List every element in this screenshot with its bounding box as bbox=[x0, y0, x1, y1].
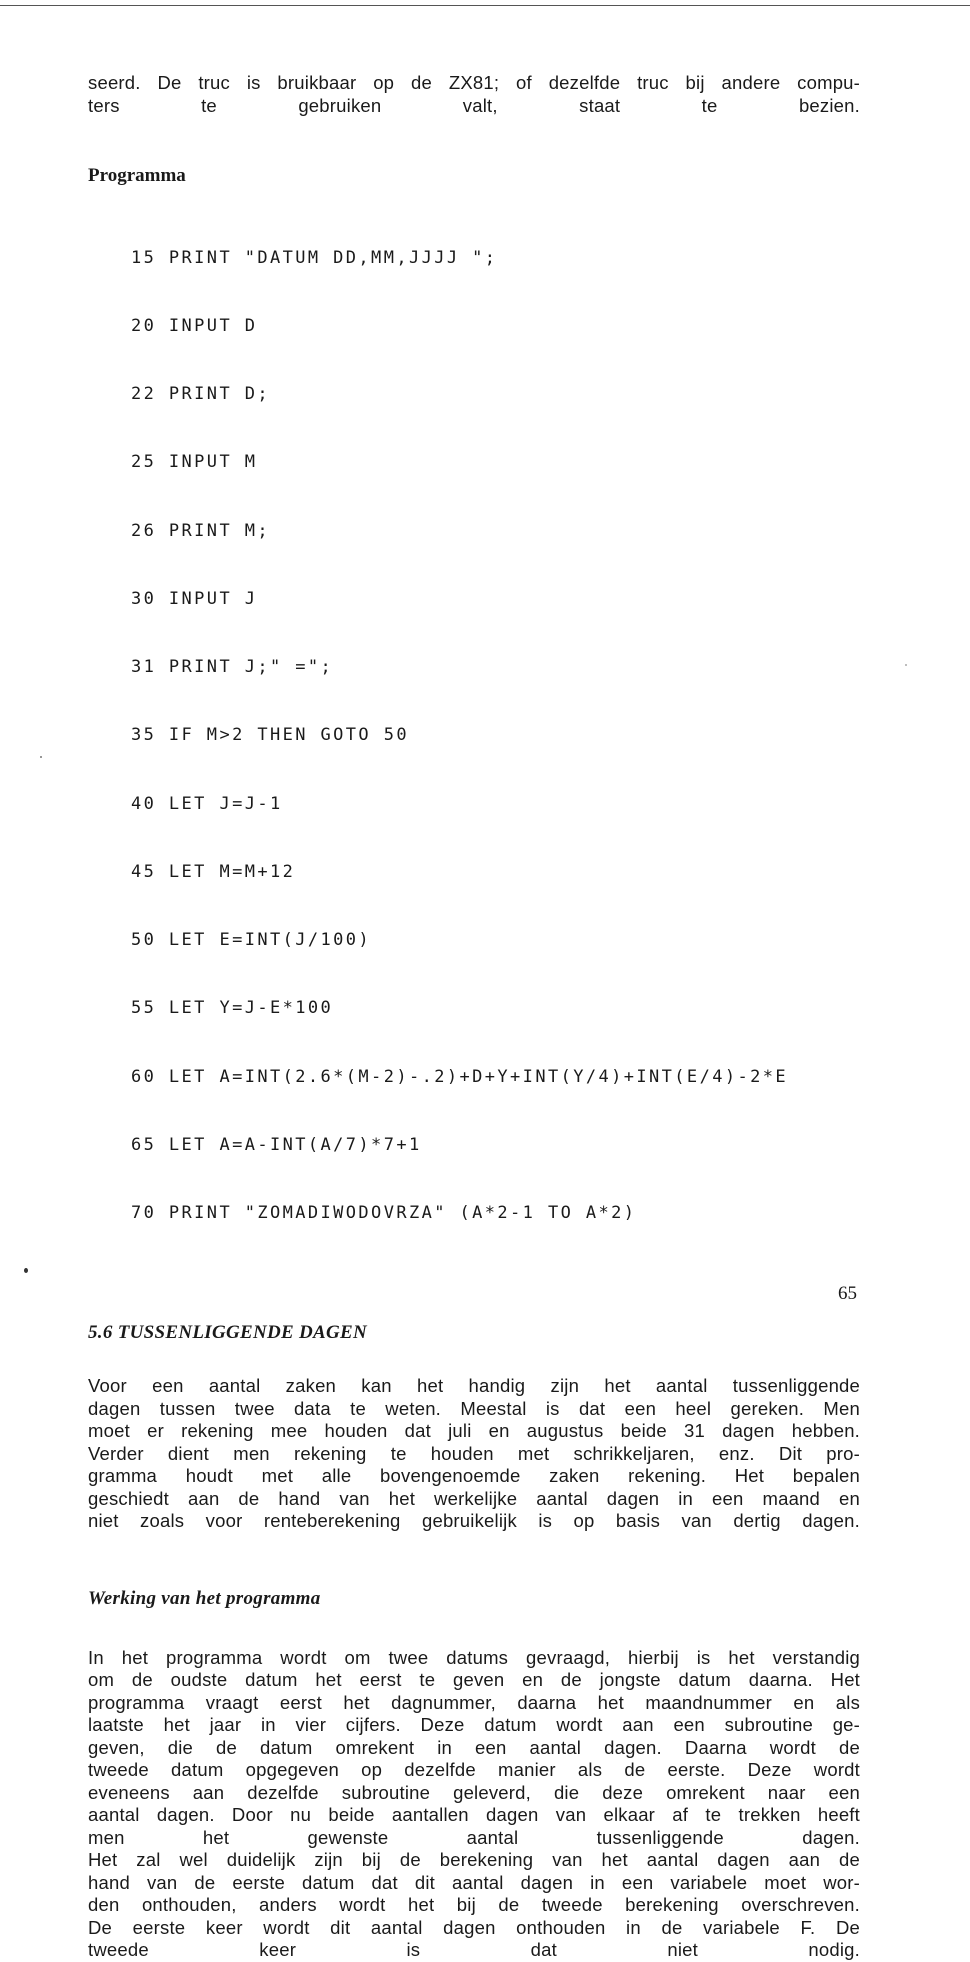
code-line: 60 LET A=INT(2.6*(M-2)-.2)+D+Y+INT(Y/4)+INT(E/4)-2*E bbox=[131, 1066, 789, 1087]
code-line: 65 LET A=A-INT(A/7)*7+1 bbox=[131, 1134, 422, 1155]
text-line: eveneens aan dezelfde subroutine geleverd, die deze omrekent naar een bbox=[88, 1781, 860, 1803]
code-line: 70 PRINT "ZOMADIWODOVRZA" (A*2-1 TO A*2) bbox=[131, 1203, 637, 1223]
werking-heading: Werking van het programma bbox=[88, 1587, 321, 1609]
text-line: om de oudste datum het eerst te geven en de jongste datum daarna. Het bbox=[88, 1669, 861, 1691]
text-line: moet er rekening mee houden dat juli en augustus beide 31 dagen hebben. bbox=[88, 1420, 861, 1442]
text-line: In het programma wordt om twee datums gevraagd, hierbij is het verstandig bbox=[88, 1646, 861, 1668]
top-rule bbox=[0, 5, 970, 6]
code-line: 40 LET J=J-1 bbox=[131, 793, 283, 814]
text-line: programma vraagt eerst het dagnummer, daarna het maandnummer en als bbox=[88, 1691, 861, 1713]
code-line: 22 PRINT D; bbox=[131, 384, 270, 404]
text-line: Het zal wel duidelijk zijn bij de berekening van het aantal dagen aan de bbox=[88, 1849, 861, 1871]
text-line: ters te gebruiken valt, staat te bezien. bbox=[88, 94, 860, 116]
text-line: tweede keer is dat niet nodig. bbox=[88, 1939, 860, 1961]
intro-paragraph bbox=[88, 72, 860, 117]
text-line: De eerste keer wordt dit aantal dagen onthouden in de variabele F. De bbox=[88, 1916, 860, 1938]
scan-speck bbox=[24, 1268, 28, 1273]
code-line: 26 PRINT M; bbox=[131, 520, 270, 541]
code-line: 20 INPUT D bbox=[131, 315, 258, 336]
scan-speck bbox=[905, 664, 907, 666]
code-line: 31 PRINT J;" ="; bbox=[131, 657, 334, 677]
scan-speck bbox=[40, 756, 42, 758]
text-line: geven, die de datum omrekent in een aantal dagen. Daarna wordt de bbox=[88, 1736, 860, 1758]
code-line: 45 LET M=M+12 bbox=[131, 861, 296, 882]
page-number: 65 bbox=[838, 1283, 857, 1304]
code-line: 50 LET E=INT(J/100) bbox=[131, 930, 372, 950]
page-content bbox=[88, 72, 860, 1962]
text-line: laatste het jaar in vier cijfers. Deze datum wordt aan een subroutine ge- bbox=[88, 1714, 861, 1736]
text-line: dagen tussen twee data te weten. Meestal is dat een heel gereken. Men bbox=[88, 1397, 861, 1419]
text-line: den onthouden, anders wordt het bij de tweede berekening overschreven. bbox=[88, 1894, 860, 1916]
werking-paragraph bbox=[88, 1647, 860, 1962]
code-line: 55 LET Y=J-E*100 bbox=[131, 998, 334, 1019]
section-paragraph bbox=[88, 1375, 860, 1533]
text-line: tweede datum opgegeven op dezelfde manier als de eerste. Deze wordt bbox=[88, 1759, 861, 1781]
text-line: Voor een aantal zaken kan het handig zijn het aantal tussenliggende bbox=[88, 1375, 861, 1397]
text-line: Verder dient men rekening te houden met schrikkeljaren, enz. Dit pro- bbox=[88, 1442, 860, 1464]
code-line: 15 PRINT "DATUM DD,MM,JJJJ "; bbox=[131, 247, 498, 268]
program-heading: Programma bbox=[88, 165, 186, 186]
text-line: niet zoals voor renteberekening gebruikelijk is op basis van dertig dagen. bbox=[88, 1510, 860, 1532]
code-listing bbox=[88, 201, 860, 1270]
text-line: geschiedt aan de hand van het werkelijke aantal dagen in een maand en bbox=[88, 1487, 860, 1509]
code-line: 30 INPUT J bbox=[131, 588, 258, 609]
text-line: gramma houdt met alle bovengenoemde zaken rekening. Het bepalen bbox=[88, 1465, 861, 1487]
text-line: seerd. De truc is bruikbaar op de ZX81; of dezelfde truc bij andere compu- bbox=[88, 72, 861, 93]
text-line: hand van de eerste datum dat dit aantal dagen in een variabele moet wor- bbox=[88, 1871, 860, 1893]
text-line: aantal dagen. Door nu beide aantallen dagen van elkaar af te trekken heeft bbox=[88, 1804, 860, 1826]
code-line: 25 INPUT M bbox=[131, 452, 258, 473]
text-line: men het gewenste aantal tussenliggende dagen. bbox=[88, 1826, 860, 1848]
section-heading: 5.6 TUSSENLIGGENDE DAGEN bbox=[88, 1322, 368, 1344]
code-line: 35 IF M>2 THEN GOTO 50 bbox=[131, 725, 409, 746]
